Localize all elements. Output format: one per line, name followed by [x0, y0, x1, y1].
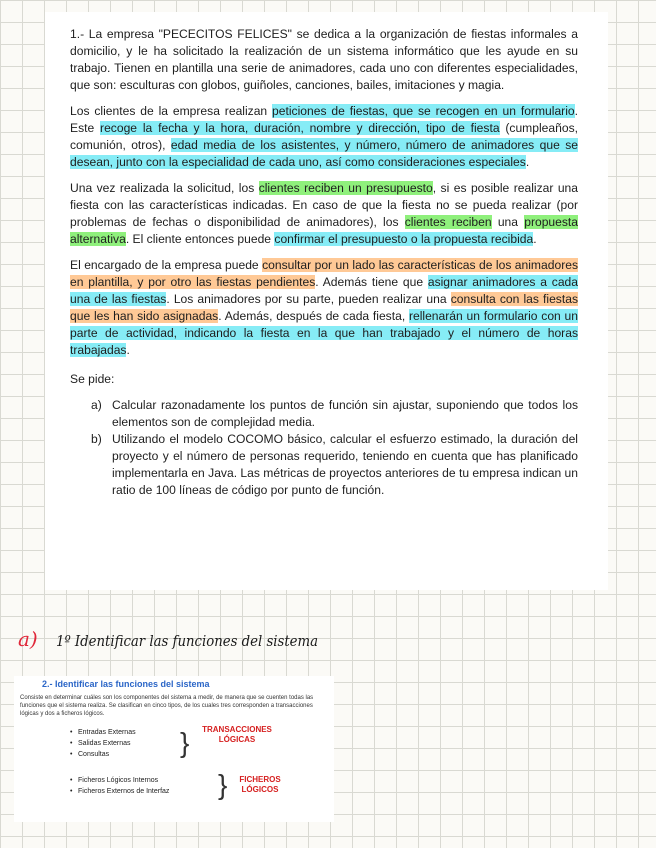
- highlighted-text: consulta con las fiestas que les han sido asignadas: [70, 292, 578, 323]
- highlighted-text: asignar animadores a cada una de las fiestas: [70, 275, 578, 306]
- snippet-body: Consiste en determinar cuáles son los componentes del sistema a medir, de manera que se cuenten todas las funciones que el sistema realiza. Se clasifican en cinco tipos, de los cuales tres corresponden a transacciones lógicas y dos a ficheros lógicos.: [20, 695, 314, 717]
- highlighted-text: edad media de los asistentes, y número, número de animadores que se desean, junto con la especialidad de cada uno, así como consideraciones especiales: [70, 138, 578, 169]
- snippet-title: 2.- Identificar las funciones del sistema: [42, 679, 210, 689]
- transactions-label: TRANSACCIONES LÓGICAS: [202, 725, 272, 744]
- task-list: [70, 397, 578, 499]
- highlighted-text: recoge la fecha y la hora, duración, nombre y dirección, tipo de fiesta: [100, 121, 500, 135]
- highlighted-text: confirmar el presupuesto o la propuesta recibida: [274, 232, 534, 246]
- quote-paragraph: [70, 180, 578, 248]
- handwritten-text: 1º Identificar las funciones del sistema: [56, 632, 318, 650]
- list-item: • Salidas Externas: [20, 738, 328, 749]
- text-segment: Los clientes de la empresa realizan: [70, 104, 273, 118]
- text-segment: . Este: [70, 104, 578, 135]
- text-segment: . El cliente entonces puede: [125, 232, 275, 246]
- handwritten-note: [12, 622, 332, 656]
- highlighted-text: peticiones de fiestas, que se recogen en un formulario: [272, 104, 575, 118]
- files-group: [20, 769, 328, 800]
- list-item: • Ficheros Externos de Interfaz: [20, 786, 328, 797]
- handwritten-label: a): [18, 627, 38, 651]
- task-item: [70, 431, 578, 499]
- task-marker: b): [91, 432, 102, 446]
- text-segment: una: [491, 215, 525, 229]
- highlighted-text: consultar por un lado las características de los animadores en plantilla, y por otro las fiestas pendientes: [70, 258, 578, 289]
- text-segment: (cumpleaños, comunión, otros),: [70, 121, 578, 152]
- text-segment: .: [533, 232, 537, 246]
- highlighted-text: clientes reciben: [404, 215, 492, 229]
- text-segment: Una vez realizada la solicitud, los: [70, 181, 259, 195]
- files-label: FICHEROS LÓGICOS: [239, 775, 281, 794]
- list-item: • Ficheros Lógicos Internos: [20, 775, 328, 786]
- highlighted-text: clientes reciben un presupuesto: [258, 181, 433, 195]
- text-segment: . Los animadores por su parte, pueden realizar una: [166, 292, 451, 306]
- text-segment: . Además tiene que: [315, 275, 428, 289]
- text-segment: El encargado de la empresa puede: [70, 258, 263, 272]
- task-item: [70, 397, 578, 431]
- text-segment: , si es posible realizar una fiesta con las características indicadas. En caso de que la fiesta no se pueda realizar (por problemas de fechas o disponibilidad de animadores), los: [70, 181, 578, 229]
- transactions-group: [20, 727, 328, 760]
- notes-snippet: [14, 676, 334, 822]
- task-text: Utilizando el modelo COCOMO básico, calcular el esfuerzo estimado, la duración del proyecto y el número de personas requerido, teniendo en cuenta que has planificado implementarla en Java. Las métricas de proyectos anteriores de tu empresa indican un ratio de 100 líneas de código por punto de función.: [112, 432, 578, 497]
- highlighted-text: propuesta alternativa: [70, 215, 579, 246]
- manager-paragraph: [70, 257, 578, 359]
- task-marker: a): [91, 398, 102, 412]
- intro-paragraph: 1.- La empresa "PECECITOS FELICES" se dedica a la organización de fiestas informales a domicilio, y le ha solicitado la realización de un sistema informático que les ayude en su trabajo. Tienen en plantilla una serie de animadores, cada uno con diferentes especialidades, que son: esculturas con globos, guiñoles, canciones, bailes, imitaciones y magia.: [70, 27, 578, 92]
- highlighted-text: rellenarán un formulario con un parte de actividad, indicando la fiesta en la que han trabajado y el número de horas trabajadas: [70, 309, 578, 357]
- right-brace-icon: }: [218, 769, 228, 800]
- se-pide-heading: Se pide:: [70, 372, 115, 386]
- right-brace-icon: }: [180, 727, 190, 758]
- text-segment: . Además, después de cada fiesta,: [218, 309, 409, 323]
- exercise-sheet: [45, 12, 608, 590]
- list-item: • Entradas Externas: [20, 727, 328, 738]
- requests-paragraph: [70, 103, 578, 171]
- text-segment: .: [126, 343, 130, 357]
- list-item: • Consultas: [20, 749, 328, 760]
- task-text: Calcular razonadamente los puntos de función sin ajustar, suponiendo que todos los elementos son de complejidad media.: [112, 398, 578, 429]
- text-segment: .: [525, 155, 530, 169]
